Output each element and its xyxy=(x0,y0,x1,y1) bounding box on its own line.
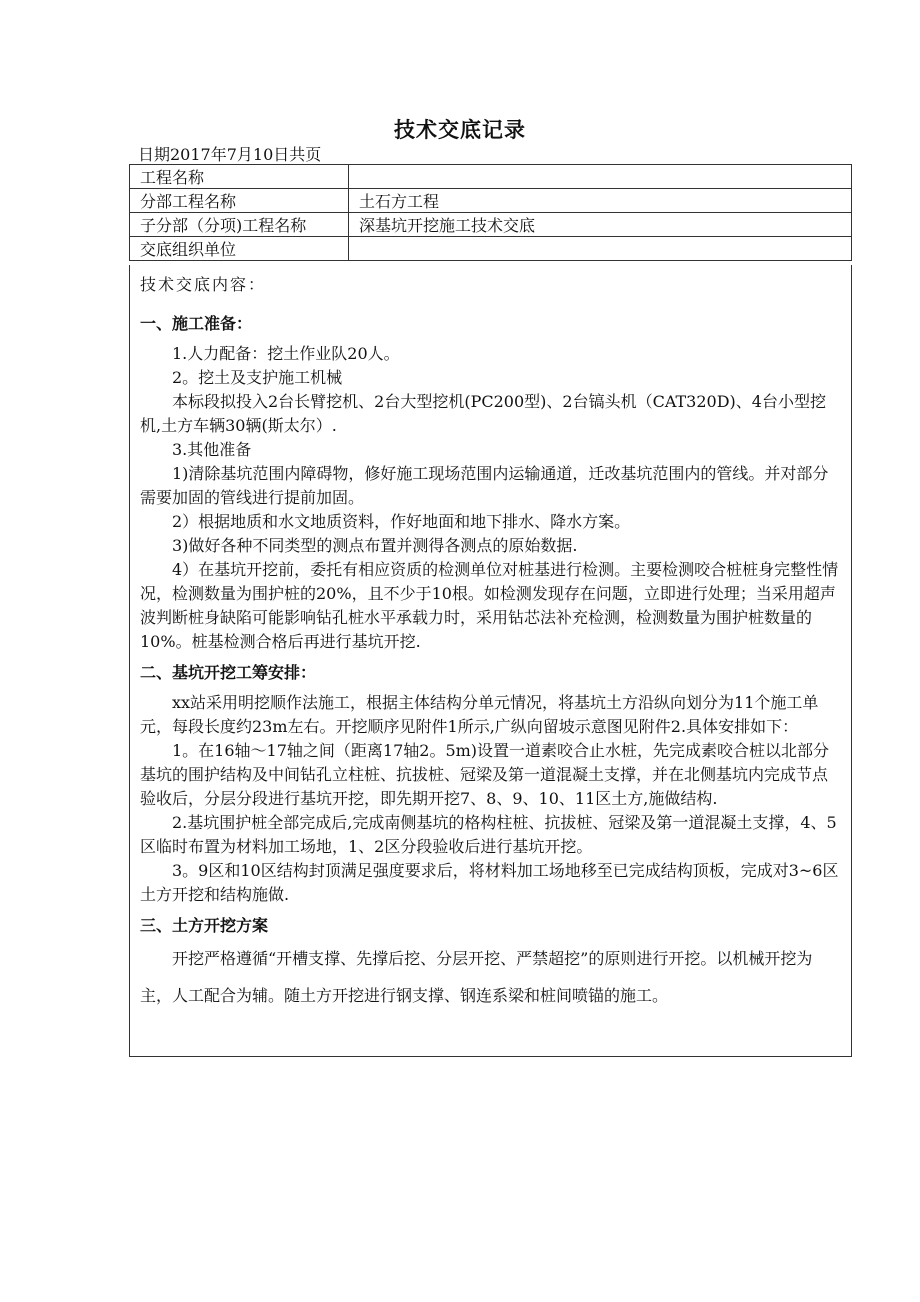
table-row xyxy=(130,189,852,213)
paragraph: 2。挖土及支护施工机械 xyxy=(172,368,343,387)
section-heading-preparation: 一、施工准备： xyxy=(140,314,253,333)
paragraph: xx站采用明挖顺作法施工，根据主体结构分单元情况，将基坑土方沿纵向划分为11个施工单元，每段长度约23m左右。开挖顺序见附件1所示,广纵向留坡示意图见附件2.具体安排如下： xyxy=(140,693,819,736)
paragraph: 4）在基坑开挖前，委托有相应资质的检测单位对桩基进行检测。主要检测咬合桩桩身完整性情况，检测数量为围护桩的20%，且不少于10根。如检测发现存在问题，立即进行处理；当采用超声波判断桩身缺陷可能影响钻孔桩水平承载力时，采用钻芯法补充检测，检测数量为围护桩数量的10%。桩基检测合格后再进行基坑开挖. xyxy=(140,560,839,651)
paragraph: 3)做好各种不同类型的测点布置并测得各测点的原始数据. xyxy=(172,536,578,555)
table-row xyxy=(130,165,852,189)
paragraph: 3.其他准备 xyxy=(172,440,252,459)
division-name-value: 土石方工程 xyxy=(349,189,852,213)
paragraph: 3。9区和10区结构封顶满足强度要求后，将材料加工场地移至已完成结构顶板，完成对3~6区土方开挖和结构施做. xyxy=(140,861,839,904)
paragraph: 2.基坑围护桩全部完成后,完成南侧基坑的格构柱桩、抗拔桩、冠梁及第一道混凝土支撑，4、5区临时布置为材料加工场地，1、2区分段验收后进行基坑开挖。 xyxy=(140,813,837,856)
date-line: 日期2017年7月10日共页 xyxy=(138,145,322,164)
project-name-label: 工程名称 xyxy=(130,165,349,189)
paragraph: 1.人力配备：挖土作业队20人。 xyxy=(172,344,400,363)
project-name-value xyxy=(349,165,852,189)
paragraph: 1。在16轴～17轴之间（距离17轴2。5m)设置一道素咬合止水桩，先完成素咬合桩以北部分基坑的围护结构及中间钻孔立柱桩、抗拔桩、冠梁及第一道混凝土支撑，并在北侧基坑内完成节点验收后，分层分段进行基坑开挖，即先期开挖7、8、9、10、11区土方,施做结构. xyxy=(140,741,830,808)
info-table xyxy=(129,164,852,261)
subdivision-name-value: 深基坑开挖施工技术交底 xyxy=(349,213,852,237)
paragraph: 1)清除基坑范围内障碍物，修好施工现场范围内运输通道，迁改基坑范围内的管线。并对部分需要加固的管线进行提前加固。 xyxy=(140,464,829,507)
section-heading-schedule: 二、基坑开挖工筹安排： xyxy=(140,663,317,682)
subdivision-name-label: 子分部（分项)工程名称 xyxy=(130,213,349,237)
paragraph: 2）根据地质和水文地质资料，作好地面和地下排水、降水方案。 xyxy=(172,512,631,531)
organizer-value xyxy=(349,237,852,261)
content-box xyxy=(129,265,852,1057)
section-heading-excavation-plan: 三、土方开挖方案 xyxy=(140,916,269,935)
paragraph: 开挖严格遵循“开槽支撑、先撑后挖、分层开挖、严禁超挖”的原则进行开挖。以机械开挖为主，人工配合为辅。随土方开挖进行钢支撑、钢连系梁和桩间喷锚的施工。 xyxy=(140,949,813,1005)
table-row xyxy=(130,237,852,261)
paragraph: 本标段拟投入2台长臂挖机、2台大型挖机(PC200型)、2台镐头机（CAT320D)、4台小型挖机,土方车辆30辆(斯太尔）. xyxy=(140,392,826,435)
division-name-label: 分部工程名称 xyxy=(130,189,349,213)
document-title: 技术交底记录 xyxy=(394,117,526,142)
table-row xyxy=(130,213,852,237)
content-intro: 技术交底内容： xyxy=(140,275,267,294)
organizer-label: 交底组织单位 xyxy=(130,237,349,261)
